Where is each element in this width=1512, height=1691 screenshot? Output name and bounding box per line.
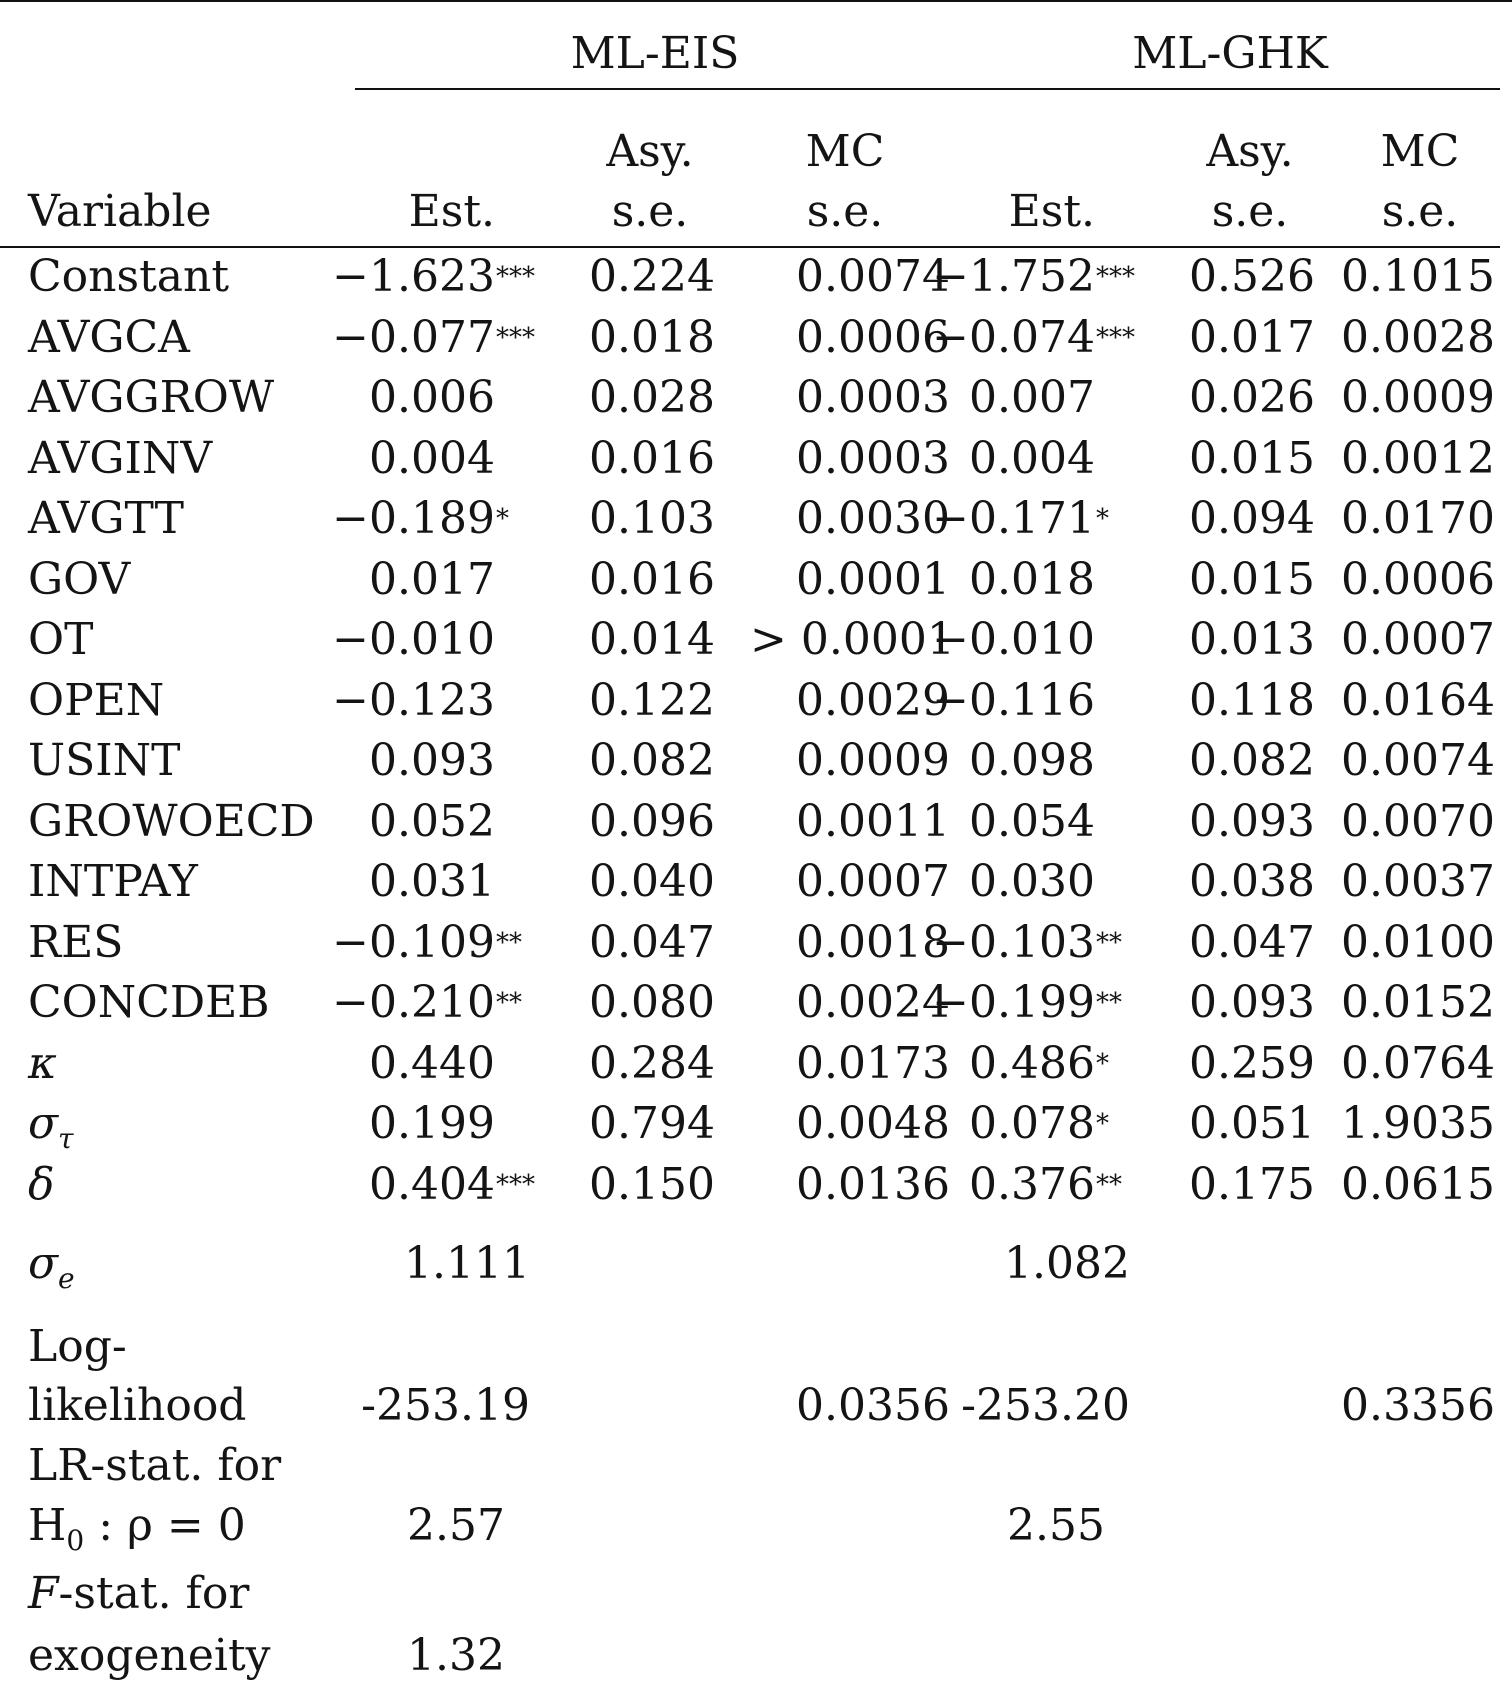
cell-eis-asy: 0.224 (589, 251, 715, 302)
header-ghk-mc-bottom: s.e. (1381, 186, 1459, 237)
row-variable-label (28, 614, 94, 665)
estimate-value: 0.030 (969, 856, 1095, 907)
estimate-value: −1.752 (932, 251, 1095, 302)
estimate-value: 0.018 (969, 554, 1095, 605)
estimate-value: −0.010 (332, 614, 495, 665)
variable-name: GOV (28, 554, 131, 605)
cell-ghk-est (930, 372, 1095, 423)
group-header-ghk: ML-GHK (1132, 28, 1328, 79)
cell-ghk-est (930, 675, 1095, 726)
cell-ghk-est: 0.078 * (969, 1098, 1109, 1149)
estimate-value: 0.440 (369, 1038, 495, 1089)
fstat-label-1 (28, 1568, 250, 1619)
variable-name: κ (28, 1038, 57, 1089)
estimate-value: −0.189 (332, 493, 495, 544)
variable-name: AVGCA (28, 312, 190, 363)
cell-ghk-asy: 0.038 (1189, 856, 1315, 907)
cell-ghk-est: −0.103 ** (932, 917, 1122, 968)
cell-ghk-mc: 0.0764 (1341, 1038, 1495, 1089)
cell-eis-asy: 0.040 (589, 856, 715, 907)
header-eis-mc-top: MC (805, 126, 885, 177)
cell-eis-asy: 0.103 (589, 493, 715, 544)
estimate-value: 0.054 (969, 796, 1095, 847)
cell-ghk-mc: 0.0152 (1341, 977, 1495, 1028)
cell-ghk-mc: 0.0028 (1341, 312, 1495, 363)
cell-eis-est: −1.623 *** (332, 251, 535, 302)
cell-eis-mc: 0.0009 (796, 735, 950, 786)
cell-eis-est (330, 675, 495, 726)
cell-eis-mc: 0.0048 (796, 1098, 950, 1149)
cell-eis-asy: 0.028 (589, 372, 715, 423)
lrstat-label-2 (28, 1500, 246, 1557)
fstat-f: F (28, 1568, 59, 1619)
cell-eis-est (330, 372, 495, 423)
estimate-value: 0.376 (969, 1159, 1095, 1210)
estimate-value: −0.123 (332, 675, 495, 726)
variable-name: INTPAY (28, 856, 198, 907)
cell-eis-asy: 0.018 (589, 312, 715, 363)
header-eis-est: Est. (408, 186, 495, 237)
cell-eis-mc: 0.0024 (796, 977, 950, 1028)
row-variable-label (28, 735, 181, 786)
cell-eis-est: 0.404 *** (369, 1159, 535, 1210)
cell-ghk-est: −0.074 *** (932, 312, 1135, 363)
row-variable-label (28, 372, 275, 423)
cell-eis-mc: 0.0074 (796, 251, 950, 302)
variable-name: USINT (28, 735, 181, 786)
loglik-ghk-est: -253.20 (961, 1380, 1130, 1431)
lrstat-eis-est: 2.57 (407, 1500, 505, 1551)
header-eis-asy-bottom: s.e. (611, 186, 689, 237)
estimate-value: 0.078 (969, 1098, 1095, 1149)
cell-eis-mc: 0.0173 (796, 1038, 950, 1089)
cell-eis-mc: > 0.0001 (750, 614, 955, 665)
cell-eis-est (330, 1038, 495, 1089)
estimate-value: 0.017 (369, 554, 495, 605)
cell-ghk-mc: 1.9035 (1341, 1098, 1495, 1149)
cell-ghk-mc: 0.0170 (1341, 493, 1495, 544)
variable-subscript: τ (58, 1122, 74, 1155)
estimate-value: 0.006 (369, 372, 495, 423)
cell-ghk-mc: 0.1015 (1341, 251, 1495, 302)
cell-ghk-est: −0.171 * (932, 493, 1109, 544)
variable-name: GROWOECD (28, 796, 315, 847)
cell-ghk-asy: 0.093 (1189, 977, 1315, 1028)
cell-eis-asy: 0.080 (589, 977, 715, 1028)
lrstat-ghk-est: 2.55 (1007, 1500, 1105, 1551)
cell-eis-est: −0.210 ** (332, 977, 522, 1028)
cell-ghk-asy: 0.175 (1189, 1159, 1315, 1210)
estimate-value: −0.171 (932, 493, 1095, 544)
variable-name: CONCDEB (28, 977, 270, 1028)
cell-ghk-est (930, 554, 1095, 605)
estimate-value: 0.199 (369, 1098, 495, 1149)
row-variable-label (28, 796, 315, 847)
cell-ghk-mc: 0.0006 (1341, 554, 1495, 605)
cell-ghk-asy: 0.094 (1189, 493, 1315, 544)
estimate-value: 0.004 (369, 433, 495, 484)
cell-eis-mc: 0.0136 (796, 1159, 950, 1210)
estimate-value: 0.007 (969, 372, 1095, 423)
cell-ghk-asy: 0.082 (1189, 735, 1315, 786)
cell-ghk-asy: 0.015 (1189, 433, 1315, 484)
fstat-rest: -stat. for (58, 1568, 250, 1619)
sigma-e-eis-est: 1.111 (404, 1238, 530, 1289)
row-variable-label (28, 312, 190, 363)
cell-eis-mc: 0.0003 (796, 433, 950, 484)
row-variable-label (28, 1098, 74, 1155)
cell-ghk-asy: 0.118 (1189, 675, 1315, 726)
cell-ghk-asy: 0.015 (1189, 554, 1315, 605)
lrstat-label-1: LR-stat. for (28, 1440, 282, 1491)
header-ghk-asy-top: Asy. (1206, 126, 1294, 177)
estimate-value: −0.116 (932, 675, 1095, 726)
cell-ghk-est (930, 433, 1095, 484)
cell-ghk-mc: 0.0070 (1341, 796, 1495, 847)
cell-eis-asy: 0.014 (589, 614, 715, 665)
estimate-value: 0.031 (369, 856, 495, 907)
cell-eis-asy: 0.794 (589, 1098, 715, 1149)
cell-eis-asy: 0.150 (589, 1159, 715, 1210)
group-rule (355, 88, 1500, 90)
variable-name: OT (28, 614, 94, 665)
cell-eis-mc: 0.0006 (796, 312, 950, 363)
cell-eis-est (330, 433, 495, 484)
lrstat-hypothesis: : ρ = 0 (84, 1500, 246, 1551)
estimate-value: 0.004 (969, 433, 1095, 484)
cell-ghk-mc: 0.0012 (1341, 433, 1495, 484)
cell-ghk-est (930, 614, 1095, 665)
header-ghk-mc-top: MC (1380, 126, 1460, 177)
cell-eis-asy: 0.096 (589, 796, 715, 847)
loglik-label-2: likelihood (28, 1380, 247, 1431)
estimate-value: 0.404 (369, 1159, 495, 1210)
estimate-value: 0.052 (369, 796, 495, 847)
top-rule (0, 0, 1512, 2)
cell-ghk-asy: 0.051 (1189, 1098, 1315, 1149)
row-variable-label (28, 675, 165, 726)
cell-ghk-mc: 0.0009 (1341, 372, 1495, 423)
header-eis-mc-bottom: s.e. (806, 186, 884, 237)
cell-ghk-est: −1.752 *** (932, 251, 1135, 302)
row-variable-label (28, 856, 198, 907)
fstat-eis-est: 1.32 (407, 1630, 505, 1681)
cell-eis-asy: 0.284 (589, 1038, 715, 1089)
cell-eis-est: −0.109 ** (332, 917, 522, 968)
header-rule (0, 246, 1500, 248)
row-variable-label (28, 493, 185, 544)
variable-name: σ (28, 1098, 59, 1149)
row-variable-label (28, 554, 131, 605)
header-ghk-est: Est. (1008, 186, 1095, 237)
sigma-e-subscript: e (58, 1262, 75, 1295)
cell-eis-est (330, 1098, 495, 1149)
sigma-e-ghk-est: 1.082 (1004, 1238, 1130, 1289)
cell-ghk-asy: 0.017 (1189, 312, 1315, 363)
lrstat-h: H (28, 1500, 67, 1551)
cell-ghk-mc: 0.0100 (1341, 917, 1495, 968)
cell-eis-asy: 0.082 (589, 735, 715, 786)
variable-name: δ (28, 1159, 55, 1210)
cell-eis-est (330, 554, 495, 605)
variable-name: AVGINV (28, 433, 213, 484)
variable-name: Constant (28, 251, 230, 302)
cell-ghk-asy: 0.259 (1189, 1038, 1315, 1089)
cell-eis-mc: 0.0029 (796, 675, 950, 726)
cell-ghk-est: 0.486 * (969, 1038, 1109, 1089)
estimate-value: 0.486 (969, 1038, 1095, 1089)
cell-eis-mc: 0.0003 (796, 372, 950, 423)
cell-ghk-est (930, 796, 1095, 847)
estimate-value: 0.093 (369, 735, 495, 786)
row-variable-label (28, 977, 270, 1028)
cell-ghk-est: −0.199 ** (932, 977, 1122, 1028)
cell-ghk-est (930, 856, 1095, 907)
row-variable-label (28, 1038, 57, 1089)
cell-ghk-est: 0.376 ** (969, 1159, 1122, 1210)
variable-name: AVGTT (28, 493, 185, 544)
cell-eis-est: −0.189 * (332, 493, 509, 544)
header-eis-asy-top: Asy. (606, 126, 694, 177)
cell-eis-est (330, 856, 495, 907)
cell-ghk-est (930, 735, 1095, 786)
cell-eis-mc: 0.0001 (796, 554, 950, 605)
sigma-e-label (28, 1238, 75, 1295)
estimate-value: −1.623 (332, 251, 495, 302)
estimate-value: −0.010 (932, 614, 1095, 665)
loglik-ghk-mc: 0.3356 (1341, 1380, 1495, 1431)
row-variable-label (28, 251, 230, 302)
estimate-value: −0.109 (332, 917, 495, 968)
cell-eis-asy: 0.016 (589, 433, 715, 484)
cell-ghk-mc: 0.0074 (1341, 735, 1495, 786)
cell-eis-mc: 0.0007 (796, 856, 950, 907)
cell-ghk-asy: 0.526 (1189, 251, 1315, 302)
cell-ghk-mc: 0.0615 (1341, 1159, 1495, 1210)
cell-eis-mc: 0.0030 (796, 493, 950, 544)
cell-eis-est (330, 614, 495, 665)
lrstat-h-subscript: 0 (66, 1524, 85, 1557)
loglik-eis-mc: 0.0356 (796, 1380, 950, 1431)
fstat-label-2: exogeneity (28, 1630, 271, 1681)
variable-name: AVGGROW (28, 372, 275, 423)
loglik-label-1: Log- (28, 1321, 127, 1372)
cell-eis-mc: 0.0018 (796, 917, 950, 968)
estimate-value: −0.210 (332, 977, 495, 1028)
sigma-e-symbol: σ (28, 1238, 59, 1289)
cell-ghk-asy: 0.013 (1189, 614, 1315, 665)
cell-ghk-mc: 0.0007 (1341, 614, 1495, 665)
header-variable: Variable (28, 186, 212, 237)
estimate-value: −0.199 (932, 977, 1095, 1028)
estimate-value: −0.074 (932, 312, 1095, 363)
variable-name: OPEN (28, 675, 165, 726)
cell-eis-asy: 0.122 (589, 675, 715, 726)
estimate-value: −0.077 (332, 312, 495, 363)
estimate-value: 0.098 (969, 735, 1095, 786)
cell-eis-est: −0.077 *** (332, 312, 535, 363)
loglik-eis-est: -253.19 (361, 1380, 530, 1431)
cell-eis-est (330, 796, 495, 847)
cell-ghk-asy: 0.093 (1189, 796, 1315, 847)
group-header-eis: ML-EIS (570, 28, 740, 79)
cell-ghk-asy: 0.047 (1189, 917, 1315, 968)
cell-eis-est (330, 735, 495, 786)
row-variable-label (28, 433, 213, 484)
cell-ghk-mc: 0.0037 (1341, 856, 1495, 907)
cell-eis-mc: 0.0011 (796, 796, 950, 847)
estimate-value: −0.103 (932, 917, 1095, 968)
cell-eis-asy: 0.016 (589, 554, 715, 605)
row-variable-label (28, 917, 124, 968)
row-variable-label (28, 1159, 55, 1210)
header-ghk-asy-bottom: s.e. (1211, 186, 1289, 237)
cell-ghk-mc: 0.0164 (1341, 675, 1495, 726)
cell-eis-asy: 0.047 (589, 917, 715, 968)
variable-name: RES (28, 917, 124, 968)
cell-ghk-asy: 0.026 (1189, 372, 1315, 423)
